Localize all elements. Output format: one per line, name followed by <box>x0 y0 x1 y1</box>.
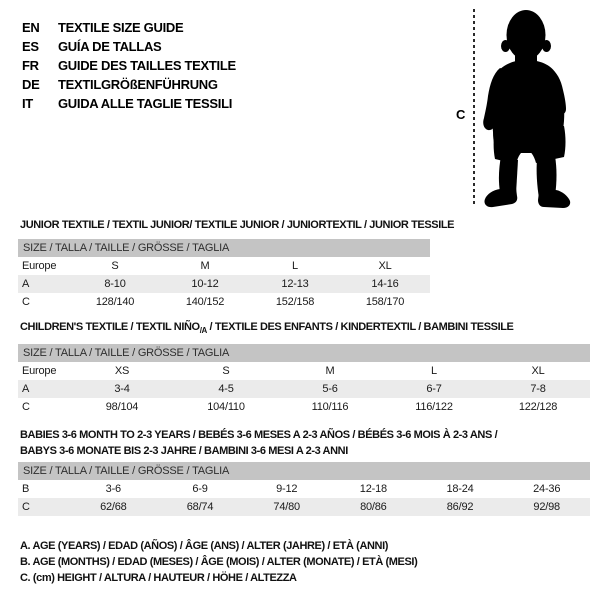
children-title-sub: /A <box>199 326 207 336</box>
cell: 104/110 <box>207 401 245 413</box>
cell: 116/122 <box>415 401 453 413</box>
cell: 158/170 <box>365 296 405 308</box>
footnotes <box>20 538 417 586</box>
language-header <box>22 18 236 113</box>
cell: 3-4 <box>114 383 130 395</box>
cell: 24-36 <box>533 483 561 495</box>
cell: 68/74 <box>186 501 214 513</box>
table-row <box>18 362 590 380</box>
lang-row-de <box>22 75 236 94</box>
children-title-post: / TEXTILE DES ENFANTS / KINDERTEXTIL / BAMBINI TESSILE <box>206 321 514 333</box>
lang-row-it <box>22 94 236 113</box>
cell: M <box>325 365 335 377</box>
cell: 6-9 <box>192 483 208 495</box>
cell: 14-16 <box>371 278 399 290</box>
cell: 6-7 <box>426 383 442 395</box>
footnote-a: A. AGE (YEARS) / EDAD (AÑOS) / ÂGE (ANS) / ALTER (JAHRE) / ETÀ (ANNI) <box>20 540 388 552</box>
baby-silhouette-icon <box>482 8 574 210</box>
cell: 62/68 <box>100 501 127 513</box>
cell: XS <box>114 365 130 377</box>
table-row <box>18 257 430 275</box>
row-label: Europe <box>22 365 57 377</box>
lang-code-it: IT <box>22 96 33 111</box>
cell: 140/152 <box>185 296 225 308</box>
cell: 18-24 <box>446 483 474 495</box>
row-label: A <box>22 383 30 395</box>
cell: 12-18 <box>359 483 387 495</box>
babies-table-title-line1: BABIES 3-6 MONTH TO 2-3 YEARS / BEBÉS 3-6 MESES A 2-3 AÑOS / BÉBÉS 3-6 MOIS À 2-3 ANS / <box>20 429 498 441</box>
lang-row-es <box>22 37 236 56</box>
height-measure-dashed-line <box>473 9 475 206</box>
table-row <box>18 293 430 311</box>
children-table-title <box>20 321 514 335</box>
lang-title-es: GUÍA DE TALLAS <box>58 39 162 54</box>
lang-title-fr: GUIDE DES TAILLES TEXTILE <box>58 58 236 73</box>
cell: 8-10 <box>104 278 126 290</box>
height-measure-label: C <box>456 107 466 122</box>
junior-table <box>18 239 430 311</box>
junior-table-title: JUNIOR TEXTILE / TEXTIL JUNIOR/ TEXTILE JUNIOR / JUNIORTEXTIL / JUNIOR TESSILE <box>20 219 455 231</box>
cell: M <box>200 260 210 272</box>
table-row <box>18 275 430 293</box>
cell: 10-12 <box>191 278 219 290</box>
children-size-header-bar: SIZE / TALLA / TAILLE / GRÖSSE / TAGLIA <box>18 344 590 362</box>
cell: 7-8 <box>530 383 546 395</box>
lang-title-it: GUIDA ALLE TAGLIE TESSILI <box>58 96 233 111</box>
table-row <box>18 380 590 398</box>
cell: L <box>431 365 437 377</box>
lang-code-en: EN <box>22 20 40 35</box>
cell: 80/86 <box>360 501 387 513</box>
lang-title-de: TEXTILGRÖßENFÜHRUNG <box>58 77 218 92</box>
lang-title-en: TEXTILE SIZE GUIDE <box>58 20 184 35</box>
row-label: Europe <box>22 260 57 272</box>
row-label: C <box>22 296 30 308</box>
cell: L <box>292 260 298 272</box>
cell: 152/158 <box>275 296 315 308</box>
table-row <box>18 398 590 416</box>
cell: 92/98 <box>533 501 560 513</box>
lang-row-fr <box>22 56 236 75</box>
cell: 122/128 <box>518 401 558 413</box>
cell: S <box>222 365 230 377</box>
row-label: A <box>22 278 30 290</box>
row-label: C <box>22 501 30 513</box>
cell: S <box>111 260 119 272</box>
footnote-c: C. (cm) HEIGHT / ALTURA / HAUTEUR / HÖHE / ALTEZZA <box>20 572 297 584</box>
junior-size-header-bar: SIZE / TALLA / TAILLE / GRÖSSE / TAGLIA <box>18 239 430 257</box>
cell: 98/104 <box>105 401 139 413</box>
lang-code-es: ES <box>22 39 39 54</box>
cell: 128/140 <box>95 296 135 308</box>
cell: 5-6 <box>322 383 338 395</box>
cell: 74/80 <box>273 501 300 513</box>
cell: 12-13 <box>281 278 309 290</box>
table-row <box>18 480 590 498</box>
babies-table <box>18 462 590 516</box>
lang-code-de: DE <box>22 77 40 92</box>
babies-table-title-line2: BABYS 3-6 MONATE BIS 2-3 JAHRE / BAMBINI 3-6 MESI A 2-3 ANNI <box>20 445 348 457</box>
cell: 86/92 <box>446 501 474 513</box>
cell: XL <box>378 260 392 272</box>
row-label: B <box>22 483 30 495</box>
children-table <box>18 344 590 416</box>
lang-code-fr: FR <box>22 58 39 73</box>
cell: 4-5 <box>218 383 234 395</box>
children-title-pre: CHILDREN'S TEXTILE / TEXTIL NIÑO <box>20 321 200 333</box>
babies-size-header-bar: SIZE / TALLA / TAILLE / GRÖSSE / TAGLIA <box>18 462 590 480</box>
footnote-b: B. AGE (MONTHS) / EDAD (MESES) / ÂGE (MOIS) / ALTER (MONATE) / ETÀ (MESI) <box>20 556 418 568</box>
cell: 110/116 <box>311 401 349 413</box>
cell: XL <box>531 365 545 377</box>
lang-row-en <box>22 18 236 37</box>
row-label: C <box>22 401 30 413</box>
cell: 3-6 <box>105 483 121 495</box>
table-row <box>18 498 590 516</box>
cell: 9-12 <box>276 483 298 495</box>
